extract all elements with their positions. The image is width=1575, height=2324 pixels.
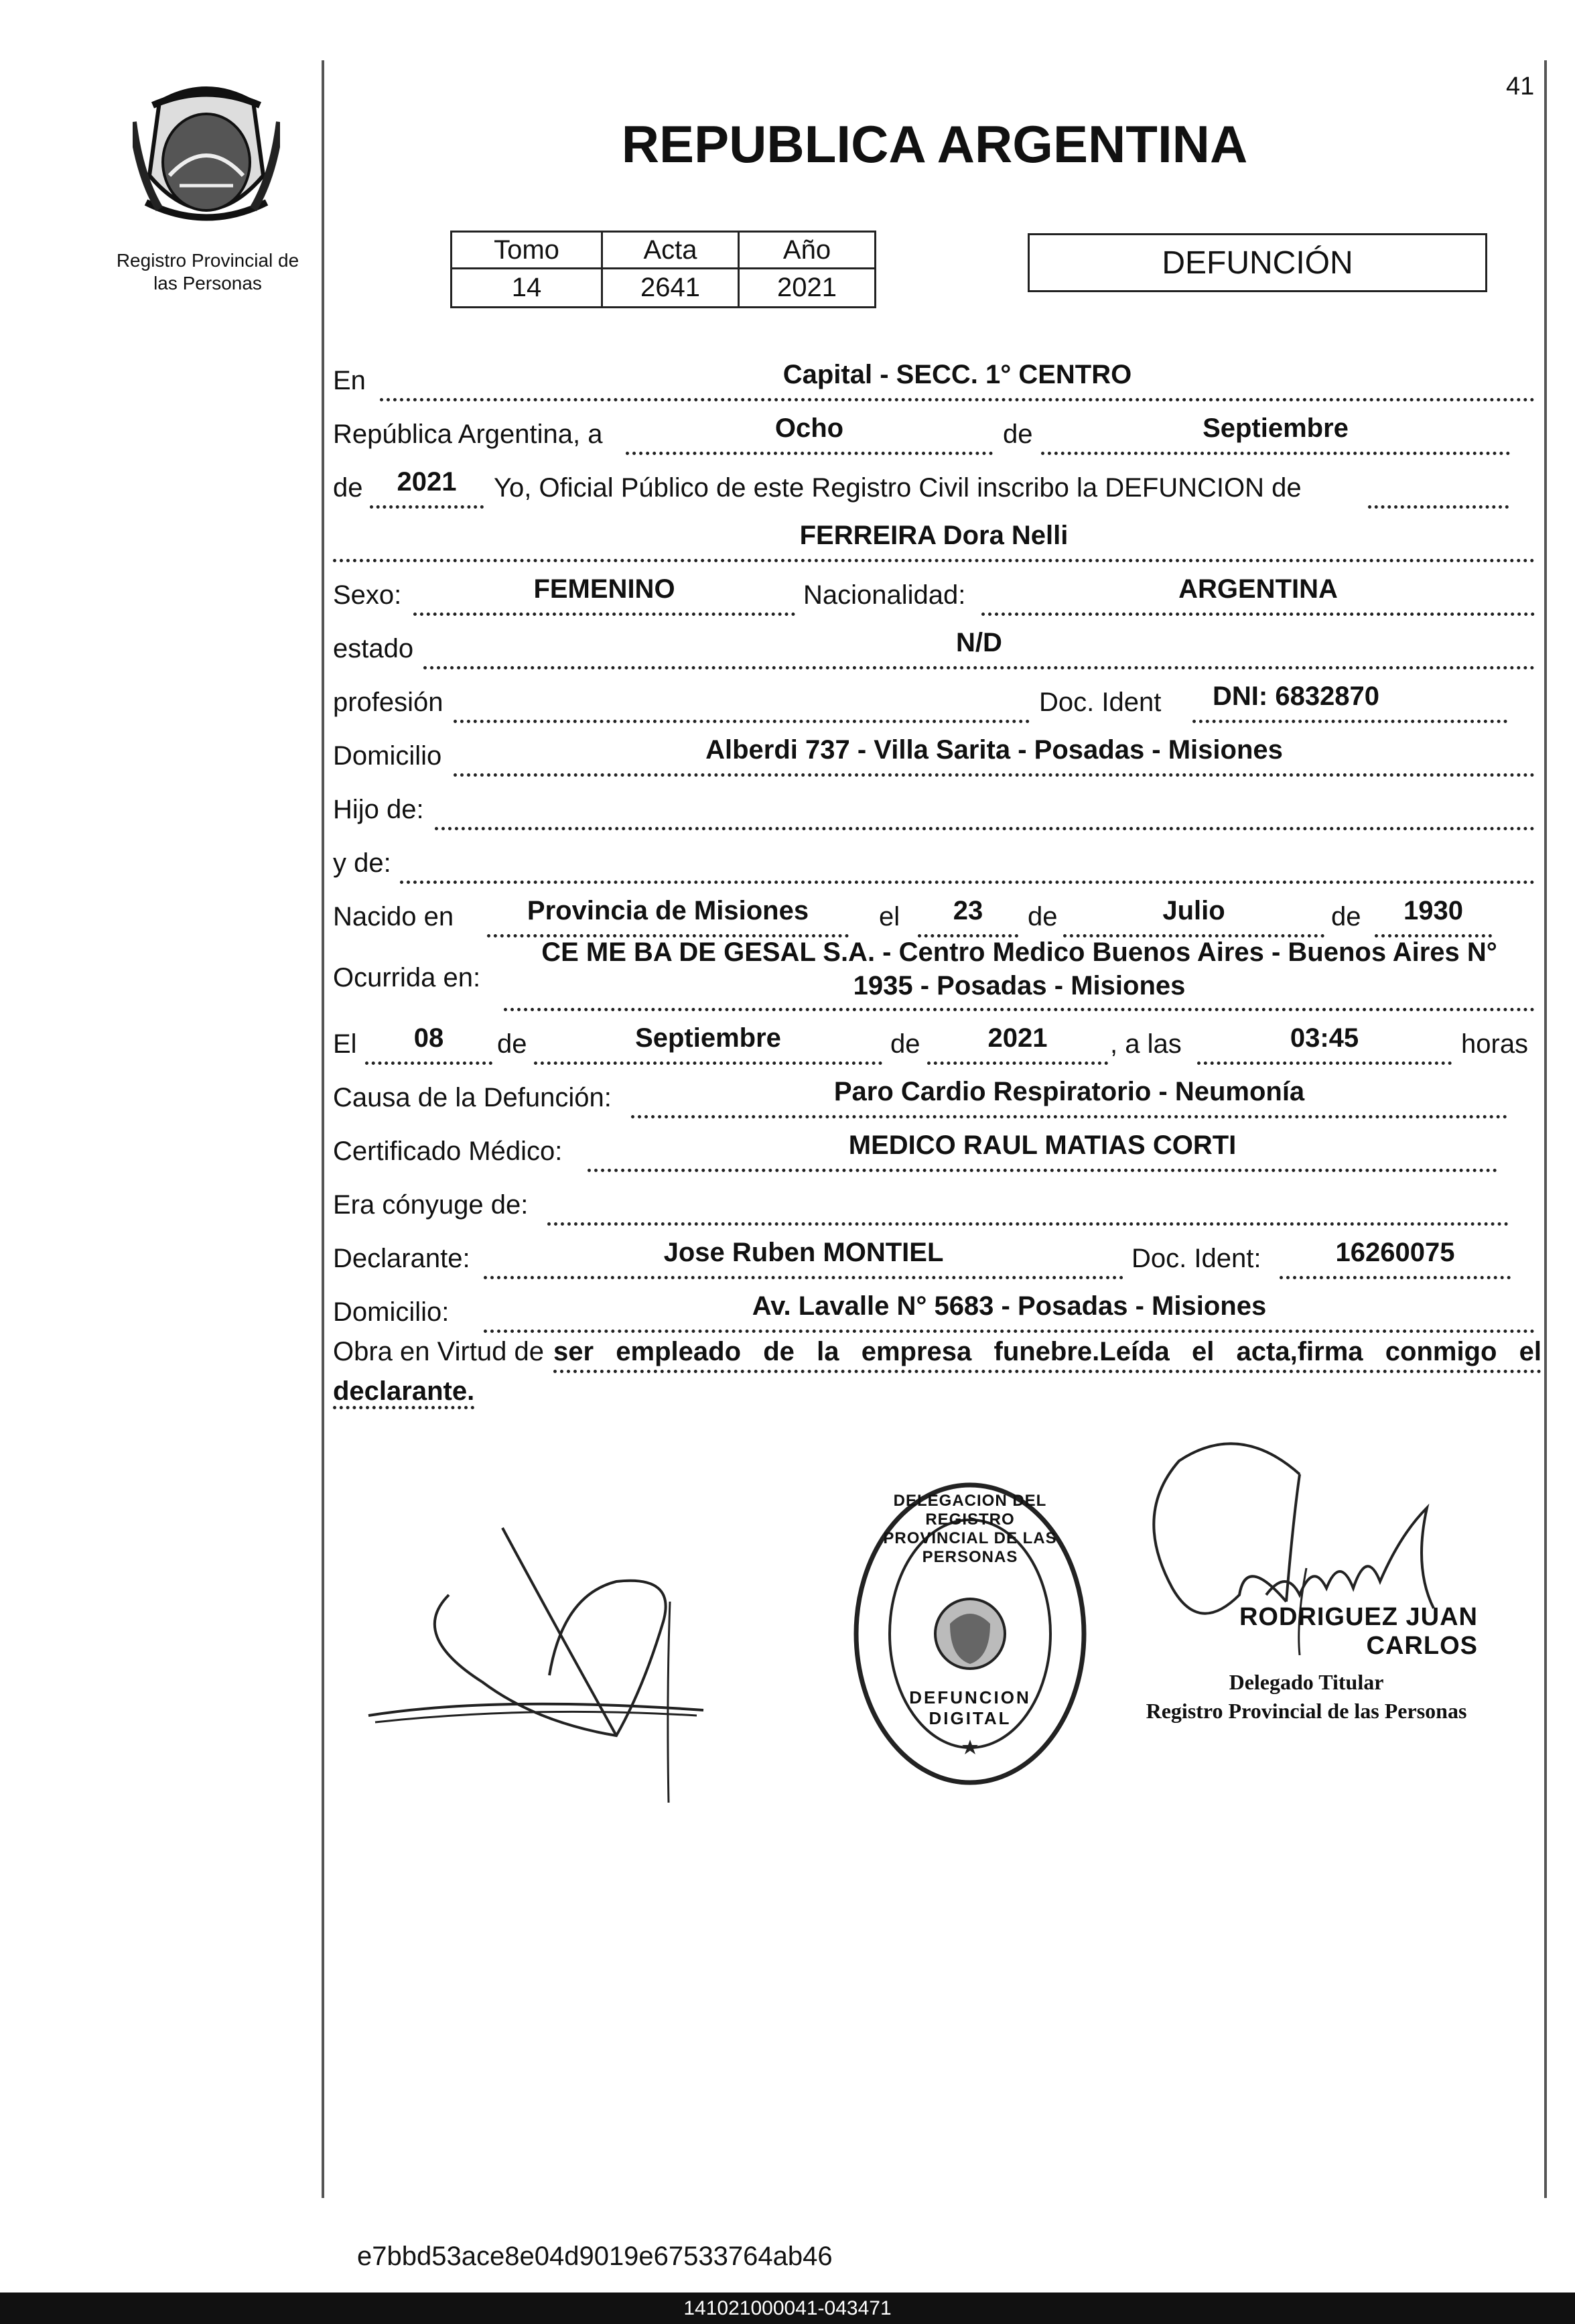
registry-name: [94, 249, 322, 295]
stamp-inner-text: DEFUNCION DIGITAL: [909, 1687, 1031, 1728]
death-day-value: 08: [413, 1023, 444, 1053]
obra-value-cont: declarante.: [333, 1376, 474, 1409]
domicilio2-value: Av. Lavalle N° 5683 - Posadas - Misiones: [752, 1291, 1267, 1321]
row-fecha-inscripcion: [333, 413, 1535, 455]
row-nacido: [333, 896, 1535, 938]
en-field: [380, 361, 1535, 401]
profesion-label: profesión: [333, 688, 443, 717]
en-value: Capital - SECC. 1° CENTRO: [782, 360, 1132, 389]
de-label-2: de: [333, 473, 363, 503]
official-role: Delegado Titular: [1229, 1670, 1384, 1694]
day-word-value: Ocho: [774, 413, 844, 443]
certificado-label: Certificado Médico:: [333, 1137, 563, 1166]
birth-month-value: Julio: [1162, 896, 1225, 925]
birth-month-field: [1063, 897, 1324, 938]
ocurrida-line-2: 1935 - Posadas - Misiones: [853, 971, 1186, 1000]
row-oficial: [333, 467, 1535, 509]
row-estado: [333, 628, 1535, 669]
document-hash: e7bbd53ace8e04d9019e67533764ab46: [357, 2242, 833, 2271]
official-stamp: [849, 1480, 1091, 1788]
el-label: el: [879, 902, 900, 931]
doc-ident2-label: Doc. Ident:: [1132, 1244, 1261, 1273]
table-value-tomo: 14: [450, 269, 603, 308]
row-sexo: [333, 574, 1535, 616]
death-day-field: [365, 1024, 492, 1065]
republica-label: República Argentina, a: [333, 419, 603, 449]
row-ocurrida: [333, 933, 1535, 1013]
row-hijo: [333, 789, 1535, 830]
domicilio-label: Domicilio: [333, 741, 442, 771]
row-deceased-name: [333, 521, 1535, 562]
page-number: 41: [1506, 72, 1535, 101]
conyuge-label: Era cónyuge de:: [333, 1190, 529, 1220]
row-obra: [333, 1334, 1542, 1409]
causa-value: Paro Cardio Respiratorio - Neumonía: [833, 1077, 1305, 1106]
oficial-trailing-field: [1368, 468, 1509, 509]
nacido-label: Nacido en: [333, 902, 454, 931]
death-year-field: [927, 1024, 1108, 1065]
row-en: [333, 360, 1535, 401]
barcode-id: 141021000041-043471: [683, 2297, 892, 2319]
hijo-field: [435, 789, 1535, 830]
nacionalidad-value: ARGENTINA: [1178, 574, 1338, 604]
doc-ident-value: DNI: 6832870: [1213, 682, 1380, 711]
row-conyuge: [333, 1184, 1535, 1226]
death-time-field: [1197, 1024, 1452, 1065]
left-margin-line: [322, 60, 324, 2198]
doc-ident2-field: [1280, 1238, 1511, 1279]
declarant-signature: [362, 1521, 717, 1809]
month-word-value: Septiembre: [1203, 413, 1349, 443]
month-word-field: [1041, 414, 1510, 455]
de-label-5: de: [497, 1029, 527, 1059]
sexo-label: Sexo:: [333, 580, 402, 610]
death-month-field: [534, 1024, 882, 1065]
oficial-text: Yo, Oficial Público de este Registro Civil inscribo la DEFUNCION de: [494, 473, 1302, 503]
row-certificado: [333, 1131, 1535, 1172]
en-label: En: [333, 366, 366, 395]
domicilio2-label: Domicilio:: [333, 1297, 450, 1327]
obra-label: Obra en Virtud de: [333, 1337, 545, 1366]
causa-label: Causa de la Defunción:: [333, 1083, 612, 1112]
el2-label: El: [333, 1029, 357, 1059]
conyuge-field: [547, 1185, 1509, 1226]
profesion-field: [454, 682, 1030, 723]
deceased-name-value: FERREIRA Dora Nelli: [799, 521, 1069, 550]
row-domicilio-declarante: [333, 1291, 1535, 1333]
domicilio-field: [454, 736, 1535, 777]
record-type-box: [1028, 233, 1487, 292]
table-value-acta: 2641: [603, 269, 740, 308]
de-label-4: de: [1331, 902, 1361, 931]
sexo-value: FEMENINO: [533, 574, 675, 604]
registry-line-2: las Personas: [153, 273, 262, 294]
table-header-acta: Acta: [603, 231, 740, 269]
row-domicilio: [333, 735, 1535, 777]
deceased-name-field: [333, 521, 1535, 562]
declarante-label: Declarante:: [333, 1244, 470, 1273]
record-type-label: DEFUNCIÓN: [1162, 245, 1353, 281]
birth-day-value: 23: [953, 896, 983, 925]
row-fecha-defuncion: [333, 1023, 1535, 1065]
de-label-6: de: [890, 1029, 920, 1059]
nacionalidad-label: Nacionalidad:: [803, 580, 966, 610]
estado-field: [423, 629, 1535, 669]
table-value-anio: 2021: [740, 269, 876, 308]
table-header-anio: Año: [740, 231, 876, 269]
nacido-place-value: Provincia de Misiones: [527, 896, 809, 925]
doc-ident-field: [1192, 682, 1507, 723]
de-label-1: de: [1003, 419, 1033, 449]
obra-value: ser empleado de la empresa funebre.Leída el acta,firma conmigo el: [553, 1334, 1542, 1373]
row-declarante: [333, 1238, 1535, 1279]
official-org: Registro Provincial de las Personas: [1146, 1699, 1467, 1723]
document-title: REPUBLICA ARGENTINA: [621, 115, 1248, 174]
nacionalidad-field: [981, 575, 1535, 616]
yde-label: y de:: [333, 848, 391, 878]
year-value: 2021: [397, 467, 457, 497]
a-las-label: , a las: [1110, 1029, 1182, 1059]
nacido-place-field: [487, 897, 849, 938]
official-name: RODRIGUEZ JUAN CARLOS: [1239, 1603, 1478, 1660]
estado-value: N/D: [956, 628, 1002, 657]
birth-year-value: 1930: [1403, 896, 1463, 925]
horas-label: horas: [1461, 1029, 1529, 1059]
domicilio2-field: [484, 1292, 1535, 1333]
footer-bar: [0, 2293, 1575, 2324]
registry-line-1: Registro Provincial de: [116, 250, 299, 271]
death-month-value: Septiembre: [635, 1023, 781, 1053]
row-profesion: [333, 682, 1535, 723]
de-label-3: de: [1028, 902, 1058, 931]
row-yde: [333, 842, 1535, 884]
right-margin-line: [1544, 60, 1547, 2198]
death-year-value: 2021: [987, 1023, 1048, 1053]
ocurrida-line-1: CE ME BA DE GESAL S.A. - Centro Medico Buenos Aires - Buenos Aires N°: [541, 938, 1497, 967]
ocurrida-field: [504, 933, 1535, 1011]
declarante-value: Jose Ruben MONTIEL: [663, 1238, 944, 1267]
yde-field: [400, 843, 1535, 884]
stamp-ring-text: DELEGACION DEL REGISTRO PROVINCIAL DE LAS PERSONAS: [883, 1492, 1057, 1566]
day-word-field: [626, 414, 993, 455]
causa-field: [631, 1078, 1507, 1118]
doc-ident-label: Doc. Ident: [1039, 688, 1162, 717]
sexo-field: [413, 575, 795, 616]
certificado-value: MEDICO RAUL MATIAS CORTI: [848, 1131, 1237, 1160]
birth-day-field: [918, 897, 1018, 938]
domicilio-value: Alberdi 737 - Villa Sarita - Posadas - Misiones: [705, 735, 1283, 765]
doc-ident2-value: 16260075: [1335, 1238, 1455, 1267]
hijo-label: Hijo de:: [333, 795, 424, 824]
year-field: [370, 468, 484, 509]
estado-label: estado: [333, 634, 414, 663]
row-causa: [333, 1077, 1535, 1118]
death-time-value: 03:45: [1290, 1023, 1359, 1053]
reference-table: [450, 231, 876, 308]
ocurrida-label: Ocurrida en:: [333, 963, 481, 992]
declarante-field: [484, 1238, 1123, 1279]
official-block: [1125, 1603, 1487, 1724]
certificado-field: [588, 1131, 1497, 1172]
table-header-tomo: Tomo: [450, 231, 603, 269]
birth-year-field: [1375, 897, 1492, 938]
